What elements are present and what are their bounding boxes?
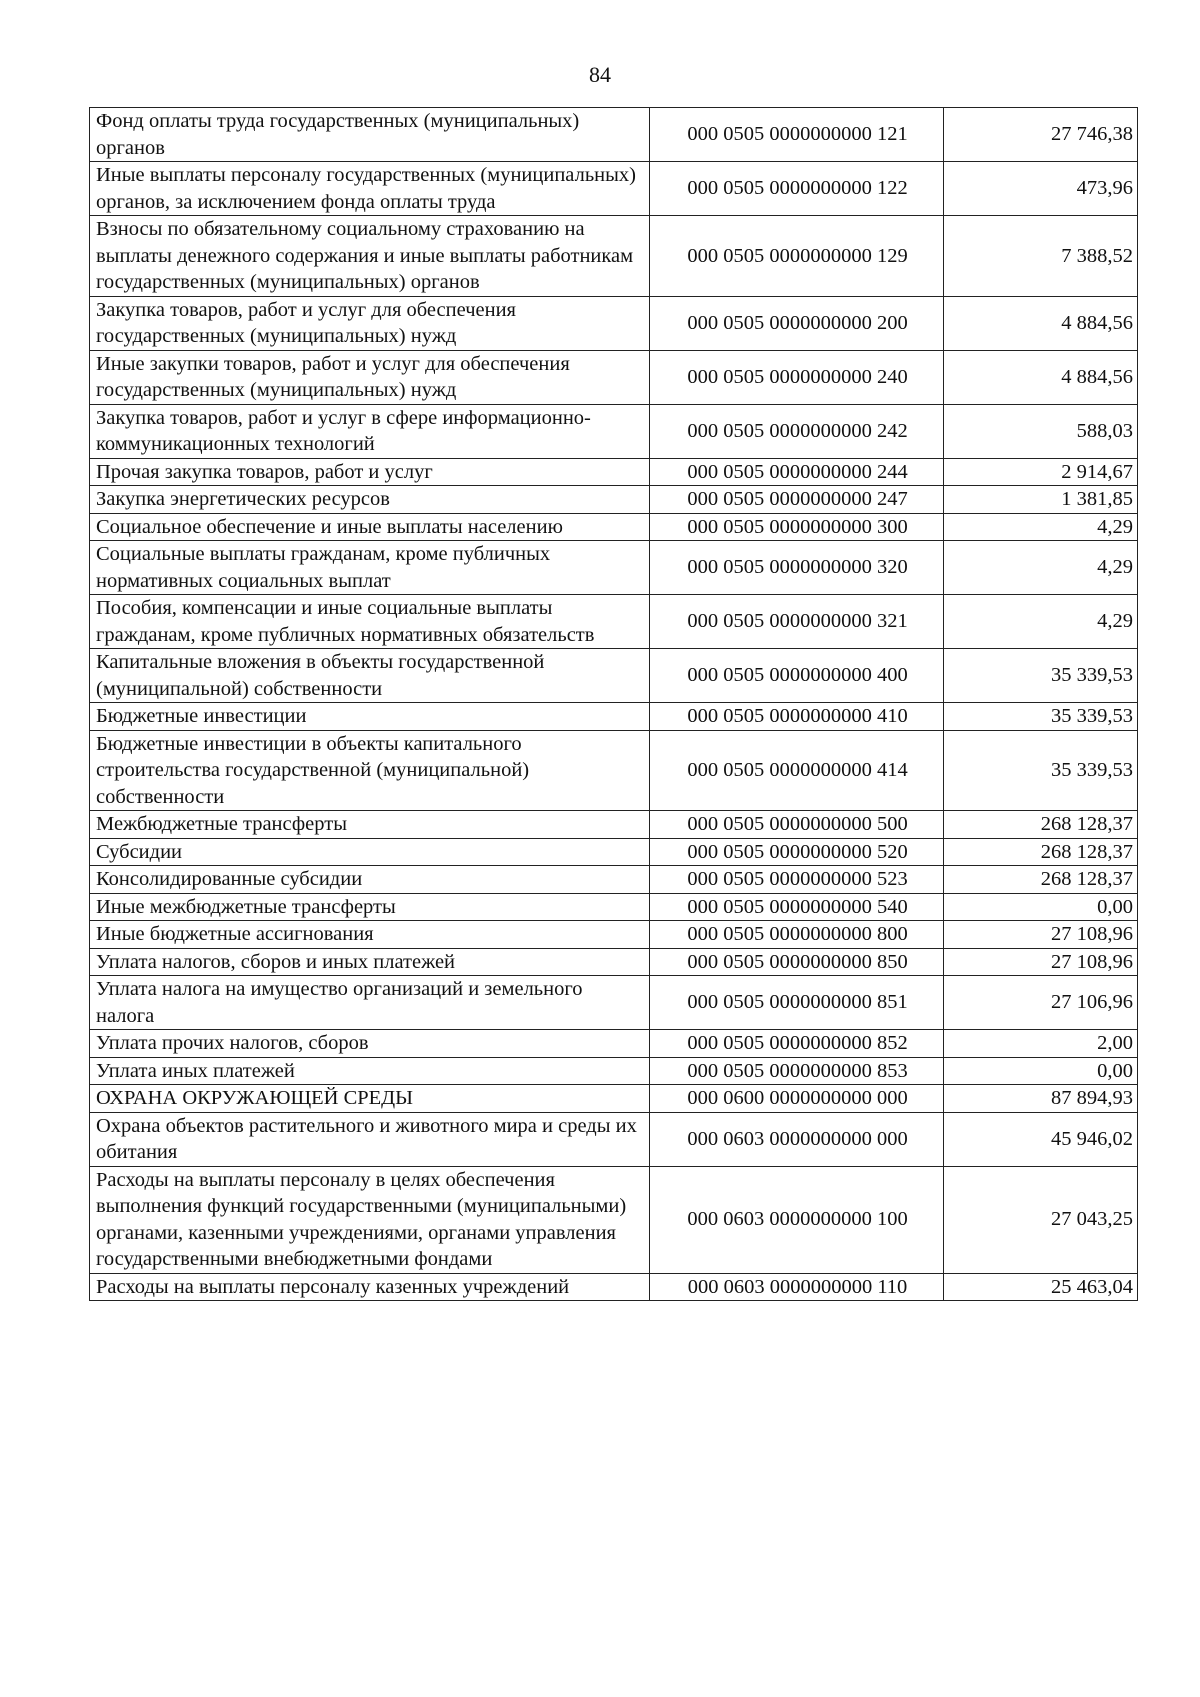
table-row — [90, 838, 1138, 866]
row-code-cell: 000 0505 0000000000 850 — [650, 948, 944, 976]
table-row — [90, 893, 1138, 921]
table-row — [90, 730, 1138, 811]
row-sum-cell: 2 914,67 — [944, 458, 1138, 486]
row-sum-cell: 45 946,02 — [944, 1112, 1138, 1166]
row-code-cell: 000 0603 0000000000 000 — [650, 1112, 944, 1166]
table-row — [90, 976, 1138, 1030]
row-name-cell: Прочая закупка товаров, работ и услуг — [90, 458, 650, 486]
table-row — [90, 595, 1138, 649]
row-name-cell: Закупка энергетических ресурсов — [90, 486, 650, 514]
row-name-cell: Иные бюджетные ассигнования — [90, 921, 650, 949]
row-code-cell: 000 0505 0000000000 200 — [650, 296, 944, 350]
table-row — [90, 541, 1138, 595]
row-sum-cell: 35 339,53 — [944, 730, 1138, 811]
row-code-cell: 000 0505 0000000000 400 — [650, 649, 944, 703]
row-name-cell: Фонд оплаты труда государственных (муниципальных) органов — [90, 108, 650, 162]
row-sum-cell: 27 108,96 — [944, 921, 1138, 949]
row-sum-cell: 27 108,96 — [944, 948, 1138, 976]
table-row — [90, 350, 1138, 404]
row-sum-cell: 35 339,53 — [944, 649, 1138, 703]
row-name-cell: ОХРАНА ОКРУЖАЮЩЕЙ СРЕДЫ — [90, 1085, 650, 1113]
table-row — [90, 866, 1138, 894]
table-row — [90, 1085, 1138, 1113]
row-name-cell: Межбюджетные трансферты — [90, 811, 650, 839]
row-sum-cell: 4 884,56 — [944, 350, 1138, 404]
row-code-cell: 000 0505 0000000000 240 — [650, 350, 944, 404]
budget-table-body — [90, 108, 1138, 1301]
row-sum-cell: 473,96 — [944, 162, 1138, 216]
row-name-cell: Консолидированные субсидии — [90, 866, 650, 894]
table-row — [90, 458, 1138, 486]
page-number: 84 — [589, 62, 611, 87]
row-name-cell: Уплата прочих налогов, сборов — [90, 1030, 650, 1058]
row-code-cell: 000 0505 0000000000 121 — [650, 108, 944, 162]
row-sum-cell: 1 381,85 — [944, 486, 1138, 514]
row-code-cell: 000 0505 0000000000 540 — [650, 893, 944, 921]
table-row — [90, 1030, 1138, 1058]
row-name-cell: Расходы на выплаты персоналу казенных учреждений — [90, 1273, 650, 1301]
table-row — [90, 1057, 1138, 1085]
row-code-cell: 000 0505 0000000000 122 — [650, 162, 944, 216]
row-sum-cell: 4,29 — [944, 541, 1138, 595]
row-sum-cell: 35 339,53 — [944, 703, 1138, 731]
row-name-cell: Бюджетные инвестиции — [90, 703, 650, 731]
row-sum-cell: 27 106,96 — [944, 976, 1138, 1030]
row-code-cell: 000 0505 0000000000 321 — [650, 595, 944, 649]
row-code-cell: 000 0505 0000000000 853 — [650, 1057, 944, 1085]
row-sum-cell: 27 746,38 — [944, 108, 1138, 162]
table-row — [90, 703, 1138, 731]
row-code-cell: 000 0505 0000000000 520 — [650, 838, 944, 866]
table-row — [90, 811, 1138, 839]
table-row — [90, 216, 1138, 297]
row-code-cell: 000 0505 0000000000 414 — [650, 730, 944, 811]
row-sum-cell: 268 128,37 — [944, 866, 1138, 894]
table-row — [90, 1112, 1138, 1166]
row-sum-cell: 25 463,04 — [944, 1273, 1138, 1301]
row-code-cell: 000 0603 0000000000 100 — [650, 1166, 944, 1273]
row-code-cell: 000 0505 0000000000 523 — [650, 866, 944, 894]
table-row — [90, 404, 1138, 458]
row-sum-cell: 268 128,37 — [944, 838, 1138, 866]
row-name-cell: Иные межбюджетные трансферты — [90, 893, 650, 921]
row-code-cell: 000 0505 0000000000 800 — [650, 921, 944, 949]
table-row — [90, 162, 1138, 216]
row-sum-cell: 2,00 — [944, 1030, 1138, 1058]
row-code-cell: 000 0505 0000000000 320 — [650, 541, 944, 595]
row-code-cell: 000 0603 0000000000 110 — [650, 1273, 944, 1301]
table-row — [90, 649, 1138, 703]
row-code-cell: 000 0600 0000000000 000 — [650, 1085, 944, 1113]
row-sum-cell: 27 043,25 — [944, 1166, 1138, 1273]
row-name-cell: Капитальные вложения в объекты государственной (муниципальной) собственности — [90, 649, 650, 703]
row-name-cell: Расходы на выплаты персоналу в целях обеспечения выполнения функций государственными (муниципальными) органами, казенными учреждениями, органами управления государственными внебюджетными фондами — [90, 1166, 650, 1273]
row-name-cell: Охрана объектов растительного и животного мира и среды их обитания — [90, 1112, 650, 1166]
row-sum-cell: 4,29 — [944, 513, 1138, 541]
row-name-cell: Уплата налога на имущество организаций и земельного налога — [90, 976, 650, 1030]
row-code-cell: 000 0505 0000000000 500 — [650, 811, 944, 839]
row-name-cell: Иные закупки товаров, работ и услуг для обеспечения государственных (муниципальных) нужд — [90, 350, 650, 404]
table-row — [90, 513, 1138, 541]
row-sum-cell: 268 128,37 — [944, 811, 1138, 839]
budget-table — [89, 107, 1138, 1301]
table-row — [90, 1273, 1138, 1301]
row-code-cell: 000 0505 0000000000 410 — [650, 703, 944, 731]
row-name-cell: Субсидии — [90, 838, 650, 866]
table-row — [90, 108, 1138, 162]
row-code-cell: 000 0505 0000000000 247 — [650, 486, 944, 514]
row-name-cell: Взносы по обязательному социальному страхованию на выплаты денежного содержания и иные выплаты работникам государственных (муниципальных) органов — [90, 216, 650, 297]
row-code-cell: 000 0505 0000000000 244 — [650, 458, 944, 486]
table-row — [90, 1166, 1138, 1273]
row-code-cell: 000 0505 0000000000 129 — [650, 216, 944, 297]
row-name-cell: Уплата иных платежей — [90, 1057, 650, 1085]
row-name-cell: Бюджетные инвестиции в объекты капитального строительства государственной (муниципальной) собственности — [90, 730, 650, 811]
row-name-cell: Закупка товаров, работ и услуг в сфере информационно-коммуникационных технологий — [90, 404, 650, 458]
row-name-cell: Пособия, компенсации и иные социальные выплаты гражданам, кроме публичных нормативных обязательств — [90, 595, 650, 649]
table-row — [90, 296, 1138, 350]
row-sum-cell: 0,00 — [944, 1057, 1138, 1085]
table-row — [90, 948, 1138, 976]
row-name-cell: Иные выплаты персоналу государственных (муниципальных) органов, за исключением фонда оплаты труда — [90, 162, 650, 216]
row-code-cell: 000 0505 0000000000 300 — [650, 513, 944, 541]
row-sum-cell: 7 388,52 — [944, 216, 1138, 297]
row-code-cell: 000 0505 0000000000 242 — [650, 404, 944, 458]
row-name-cell: Закупка товаров, работ и услуг для обеспечения государственных (муниципальных) нужд — [90, 296, 650, 350]
row-sum-cell: 588,03 — [944, 404, 1138, 458]
row-code-cell: 000 0505 0000000000 851 — [650, 976, 944, 1030]
row-sum-cell: 0,00 — [944, 893, 1138, 921]
row-sum-cell: 87 894,93 — [944, 1085, 1138, 1113]
row-name-cell: Социальное обеспечение и иные выплаты населению — [90, 513, 650, 541]
row-code-cell: 000 0505 0000000000 852 — [650, 1030, 944, 1058]
row-sum-cell: 4,29 — [944, 595, 1138, 649]
table-row — [90, 921, 1138, 949]
table-row — [90, 486, 1138, 514]
row-name-cell: Уплата налогов, сборов и иных платежей — [90, 948, 650, 976]
row-name-cell: Социальные выплаты гражданам, кроме публичных нормативных социальных выплат — [90, 541, 650, 595]
row-sum-cell: 4 884,56 — [944, 296, 1138, 350]
